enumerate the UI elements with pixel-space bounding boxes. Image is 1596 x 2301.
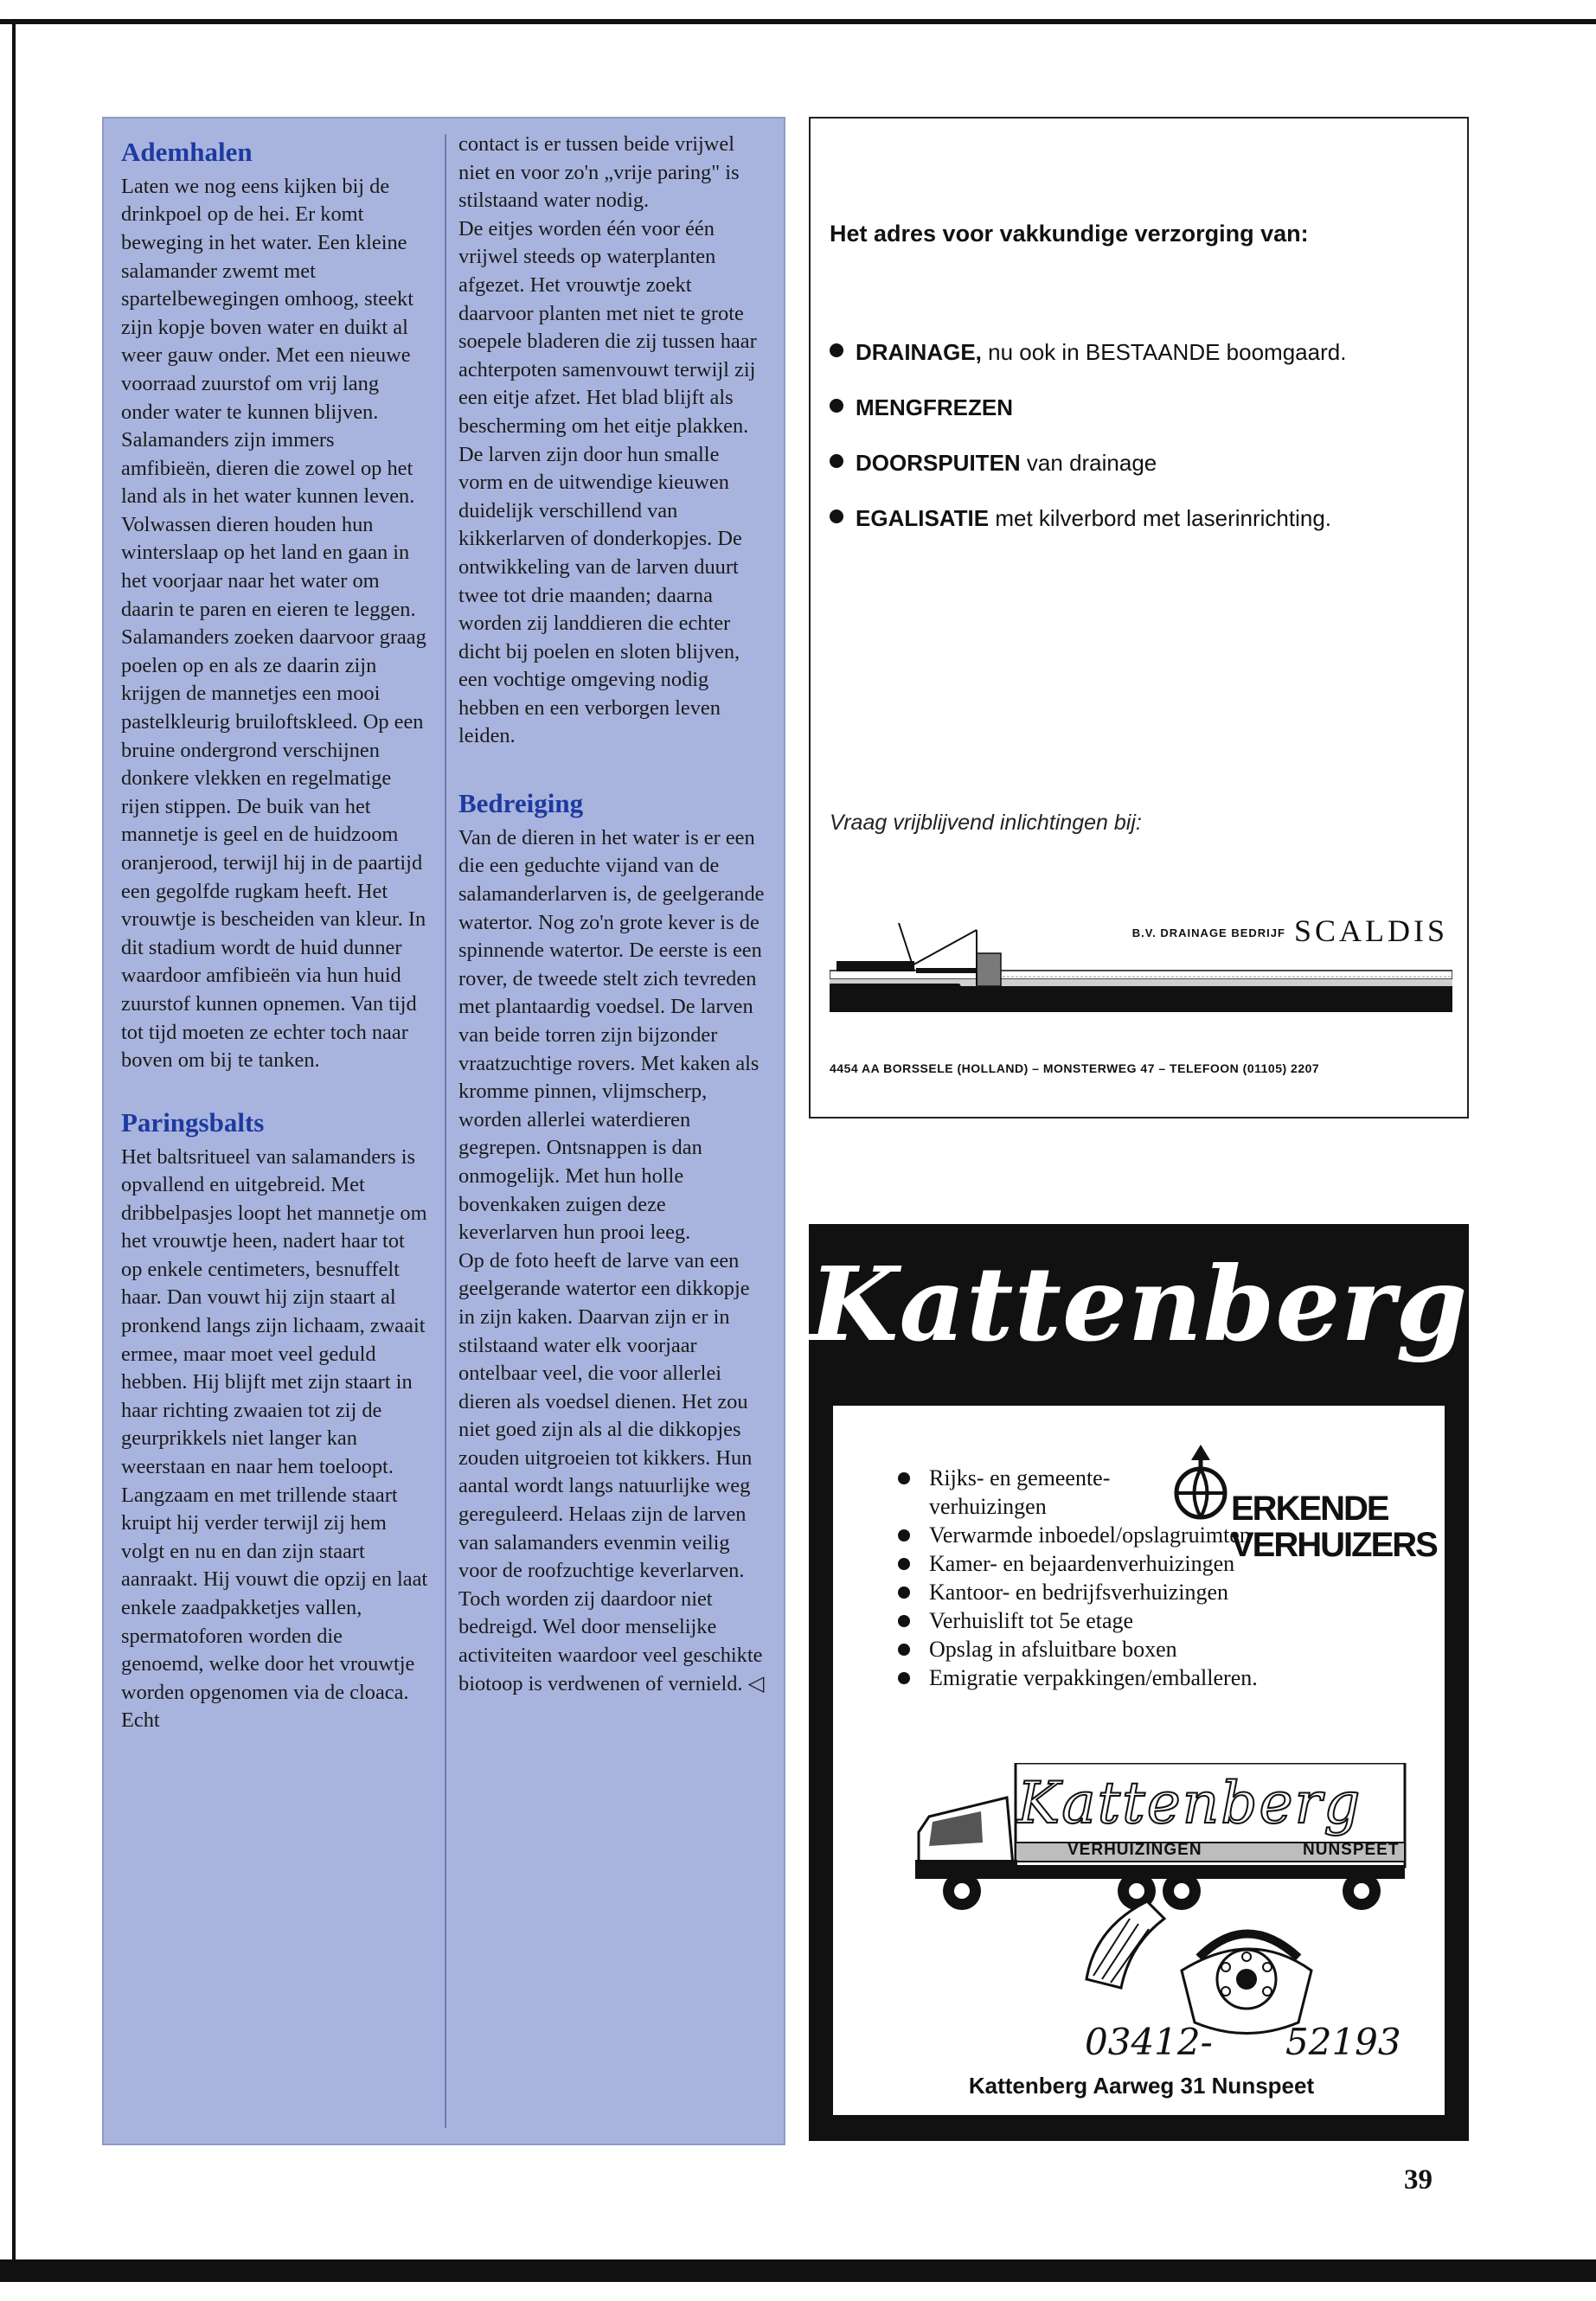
scan-border-bottom [0,2259,1596,2282]
article-column-right [458,131,766,1698]
service-list [830,339,1346,561]
company-name: $^{B.V. DRAINAGE BEDRIJF}$ SCALDIS [1131,913,1448,948]
scan-border-top [0,19,1596,24]
list-item: Kamer- en bejaardenverhuizingen [898,1549,1258,1578]
bullet-icon [898,1615,910,1627]
truck-tag: VERHUIZINGEN [1067,1841,1202,1859]
list-item: DRAINAGE, nu ook in BESTAANDE boomgaard. [830,339,1346,394]
bullet-icon [830,454,843,468]
bullet-icon [830,399,843,413]
article-paragraph: Van de dieren in het water is er een die een geduchte vijand van de salamanderlarven is, de geelgerande watertor. Nog zo'n grote kever is de spinnende watertor. De eerste is een rover, de tweede stelt zich tevreden met plantaardig voedsel. De larven van beide torren zijn bijzonder vraatzuchtige rovers. Met kaken als kromme pinnen, vlijmscherp, worden allerlei waterdieren gegrepen. Ontsnappen is dan onmogelijk. Met hun holle bovenkaken zuigen deze keverlarven hun prooi leeg. [458,825,765,1245]
badge-line-2: VERHUIZERS [1231,1526,1437,1564]
kattenberg-logo: Kattenberg [809,1244,1469,1364]
truck-brand: Kattenberg [1017,1770,1362,1836]
section-heading-ademhalen: Ademhalen [121,137,253,167]
ad-kattenberg [809,1224,1469,2141]
list-item: Rijks- en gemeente-verhuizingen [898,1464,1119,1521]
article-paragraph: De eitjes worden één voor één vrijwel steeds op waterplanten afgezet. Het vrouwtje zoekt daarvoor planten met niet te grote soepele bladeren die zij tussen haar achterpoten samenvouwt terwijl zij een eitje afzet. Het blad blijft als bescherming om het eitje plakken. De larven zijn door hun smalle vorm en de uitwendige kieuwen duidelijk verschillend van kikkerlarven of donderkopjes. De ontwikkeling van de larven duurt twee tot drie maanden; daarna worden zij landdieren die echter dicht bij poelen en sloten blijven, een vochtige omgeving nodig hebben en een verborgen leven leiden. [458,216,757,748]
badge-line-1: ERKENDE [1231,1490,1388,1528]
bullet-icon [898,1558,910,1570]
ad-heading: Het adres voor vakkundige verzorging van: [830,221,1309,247]
bullet-icon [898,1529,910,1541]
globe-arrow-icon [1170,1441,1231,1536]
list-item: Verwarmde inboedel/opslagruimten [898,1521,1258,1549]
bullet-icon [898,1586,910,1599]
section-heading-bedreiging: Bedreiging [458,788,584,819]
phone-number: 52193 [1285,2021,1401,2063]
truck-tag: NUNSPEET [1303,1841,1400,1859]
ad-inquiry-text: Vraag vrijblijvend inlichtingen bij: [830,811,1142,835]
list-item: Emigratie verpakkingen/emballeren. [898,1663,1258,1692]
bullet-icon [898,1672,910,1684]
column-divider [445,134,446,2128]
list-item: MENGFREZEN [830,394,1346,450]
drainage-machine-icon [830,923,1452,1022]
article-column-left [121,131,429,1735]
list-item: DOORSPUITEN van drainage [830,450,1346,505]
bullet-icon [898,1644,910,1656]
page-number: 39 [1404,2164,1433,2195]
article-panel [102,117,785,2145]
bullet-icon [830,343,843,357]
article-paragraph: Het baltsritueel van salamanders is opvallend en uitgebreid. Met dribbelpasjes loopt het mannetje om het vrouwtje heen, nadert haar tot op enkele centimeters, besnuffelt haar. Dan vouwt hij zijn staart al pronkend langs zijn lichaam, zwaait ermee, maar moet veel geduld hebben. Hij blijft met zijn staart in haar richting zwaaien tot zij de geurprikkels niet langer kan weerstaan en naar hem toeloopt. Langzaam en met trillende staart kruipt hij verder terwijl zij hem volgt en nu en dan zijn staart aanraakt. Hij vouwt die opzij en laat enkele zaadpakketjes vallen, spermatoforen worden die genoemd, welke door het vrouwtje worden opgenomen via de cloaca. Echt [121,1144,428,1733]
ad-scaldis [809,117,1469,1118]
section-heading-paringsbalts: Paringsbalts [121,1106,265,1138]
article-paragraph: contact is er tussen beide vrijwel niet en voor zo'n „vrije paring" is stilstaand water nodig. [458,132,740,213]
scan-border-left [12,19,16,2268]
phone-prefix: 03412- [1085,2021,1213,2063]
erkende-verhuizers-badge [1169,1441,1437,1564]
article-paragraph: Op de foto heeft de larve van een geelgerande watertor een dikkopje in zijn kaken. Daarvan zijn er in stilstaand water elk voorjaar ontelbaar veel, die voor allerlei dieren als voedsel dienen. Het zou niet goed zijn als al die dikkopjes zouden uitgroeien tot kikkers. Hun aantal wordt langs natuurlijke weg gereguleerd. Helaas zijn de larven van salamanders evenmin veilig voor de roofzuchtige keverlarven. Toch worden zij daardoor niet bedreigd. Wel door menselijke activiteiten waardoor veel geschikte biotoop is verdwenen of vernield. ◁ [458,1248,765,1695]
list-item: EGALISATIE met kilverbord met laserinrichting. [830,505,1346,561]
ad-kattenberg-panel [833,1406,1445,2115]
list-item: Verhuislift tot 5e etage [898,1606,1258,1635]
bullet-icon [898,1472,910,1484]
list-item: Kantoor- en bedrijfsverhuizingen [898,1578,1258,1606]
article-paragraph: Laten we nog eens kijken bij de drinkpoel op de hei. Er komt beweging in het water. Een kleine salamander zwemt met spartelbewegingen omhoog, steekt zijn kopje boven water en duikt al weer gauw onder. Met een nieuwe voorraad zuurstof om vrij lang onder water te kunnen blijven. Salamanders zijn immers amfibieën, dieren die zowel op het land als in het water kunnen leven. Volwassen dieren houden hun winterslaap op het land en gaan in het voorjaar naar het water om daarin te paren en eieren te leggen. [121,174,416,621]
ad-address: 4454 AA BORSSELE (HOLLAND) – MONSTERWEG 47 – TELEFOON (01105) 2207 [830,1061,1320,1075]
list-item: Opslag in afsluitbare boxen [898,1635,1258,1663]
ad-address: Kattenberg Aarweg 31 Nunspeet [968,2073,1315,2099]
article-paragraph: Salamanders zoeken daarvoor graag poelen op en als ze daarin zijn krijgen de mannetjes een mooi pastelkleurig bruiloftskleed. Op een bruine ondergrond verschijnen donkere vlekken en regelmatige rijen stippen. De buik van het mannetje is geel en de huidzoom oranjerood, terwijl hij in de paartijd een gegolfde rugkam heeft. Het vrouwtje is bescheiden van kleur. In dit stadium wordt de huid dunner waardoor amfibieën via hun huid zuurstof kunnen opnemen. Van tijd tot tijd moeten ze echter toch naar boven om bij te tanken. [121,625,426,1073]
bullet-icon [830,510,843,523]
